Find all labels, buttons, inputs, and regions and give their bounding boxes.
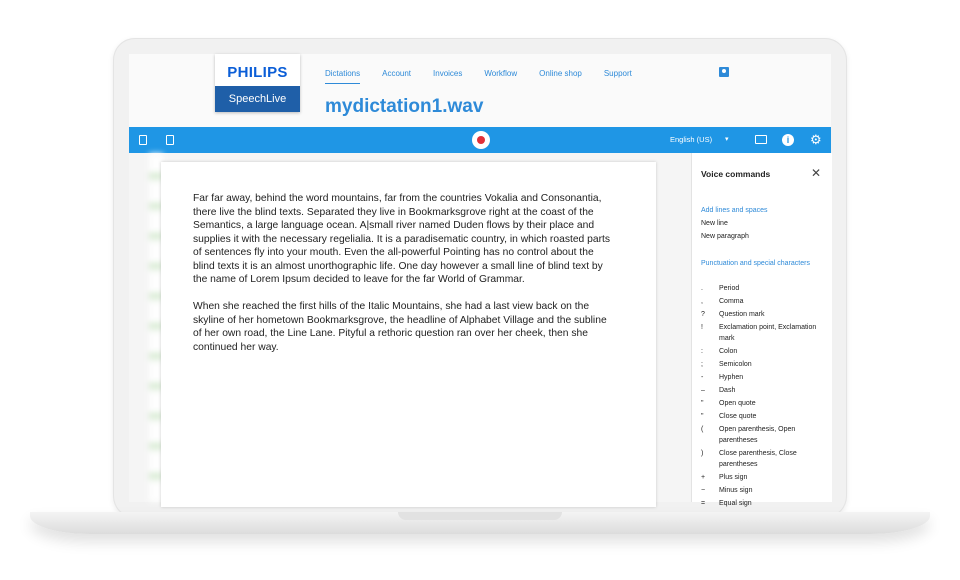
command-symbol: ? xyxy=(701,311,705,318)
close-icon[interactable]: ✕ xyxy=(811,166,822,180)
nav-account[interactable]: Account xyxy=(382,69,412,78)
nav-invoices[interactable]: Invoices xyxy=(433,69,463,78)
command-new-paragraph: New paragraph xyxy=(701,233,749,240)
command-symbol: – xyxy=(701,387,705,394)
complete-dictation-icon[interactable] xyxy=(139,135,147,145)
command-new-line: New line xyxy=(701,220,728,227)
command-label: Colon xyxy=(719,348,738,355)
file-title: mydictation1.wav xyxy=(325,96,484,117)
chevron-down-icon[interactable]: ▾ xyxy=(725,136,729,143)
nav-support[interactable]: Support xyxy=(603,69,632,78)
command-label: Period xyxy=(719,285,740,292)
voice-commands-panel xyxy=(691,153,832,507)
command-label: Open parenthesis, Open parentheses xyxy=(719,426,796,444)
section-title-lines: Add lines and spaces xyxy=(701,207,768,214)
logo-brand: PHILIPS xyxy=(227,64,288,81)
command-label: Comma xyxy=(719,298,744,305)
command-label: Hyphen xyxy=(719,374,744,381)
message-icon[interactable] xyxy=(755,135,767,144)
command-label: Question mark xyxy=(719,311,765,318)
nav-workflow[interactable]: Workflow xyxy=(484,69,518,78)
nav-dictations[interactable]: Dictations xyxy=(325,69,360,84)
paragraph-1[interactable]: Far far away, behind the word mountains, far from the countries Vokalia and Consonantia, there live the blind texts. Separated they live in Bookmarksgrove right at the coast of the Semantics, a large language ocean. A|small river named Duden flows by their place and supplies it with the necessary regelialia. It is a paradisematic country, in which roasted parts of sentences fly into your mouth. Even the all-powerful Pointing has no control about the blind texts it is an almost unorthographic life. One day however a small line of blind text by the name of Lorem Ipsum decided to leave for the far World of Grammar. xyxy=(193,193,611,285)
record-button[interactable] xyxy=(472,131,490,149)
gear-icon[interactable]: ⚙ xyxy=(810,132,822,147)
command-symbol: − xyxy=(701,487,706,494)
command-symbol: - xyxy=(701,374,704,381)
discard-document-icon[interactable] xyxy=(166,135,174,145)
command-label: Dash xyxy=(719,387,736,394)
info-icon[interactable]: i xyxy=(782,134,794,146)
command-symbol: + xyxy=(701,474,706,481)
main-nav xyxy=(325,69,654,84)
command-label: Minus sign xyxy=(719,487,753,494)
user-account-icon[interactable] xyxy=(719,67,729,77)
app-screen xyxy=(129,54,831,507)
command-symbol: " xyxy=(701,400,704,407)
command-label: Close parenthesis, Close parentheses xyxy=(719,450,797,468)
command-label: Plus sign xyxy=(719,474,748,481)
app-header xyxy=(129,54,831,127)
command-symbol: ( xyxy=(701,426,704,433)
panel-title: Voice commands xyxy=(701,169,771,179)
command-symbol: ) xyxy=(701,450,704,457)
command-label: Semicolon xyxy=(719,361,752,368)
command-label: Equal sign xyxy=(719,500,752,507)
command-label: Exclamation point, Exclamation mark xyxy=(719,324,817,342)
paragraph-2[interactable]: When she reached the first hills of the Italic Mountains, she had a last view back on the skyline of her hometown Bookmarksgrove, the headline of Alphabet Village and the subline of her own road, the Line Lane. Pityful a rethoric question ran over her cheek, then she continued her way. xyxy=(193,301,607,353)
section-title-punctuation: Punctuation and special characters xyxy=(701,260,810,267)
philips-logo[interactable] xyxy=(215,54,300,112)
command-symbol: ; xyxy=(701,361,703,368)
editor-workspace xyxy=(129,153,691,502)
laptop-notch xyxy=(398,512,562,520)
command-symbol: : xyxy=(701,348,703,355)
logo-product: SpeechLive xyxy=(215,86,300,112)
command-symbol: . xyxy=(701,285,703,292)
command-label: Open quote xyxy=(719,400,756,407)
command-symbol: = xyxy=(701,500,706,507)
command-symbol: ! xyxy=(701,324,703,331)
editor-toolbar xyxy=(129,127,831,153)
command-symbol: " xyxy=(701,413,704,420)
command-label: Close quote xyxy=(719,413,757,420)
nav-online-shop[interactable]: Online shop xyxy=(539,69,582,78)
language-select[interactable]: English (US) xyxy=(670,135,713,144)
document-editor[interactable] xyxy=(161,162,656,507)
command-symbol: , xyxy=(701,298,703,305)
